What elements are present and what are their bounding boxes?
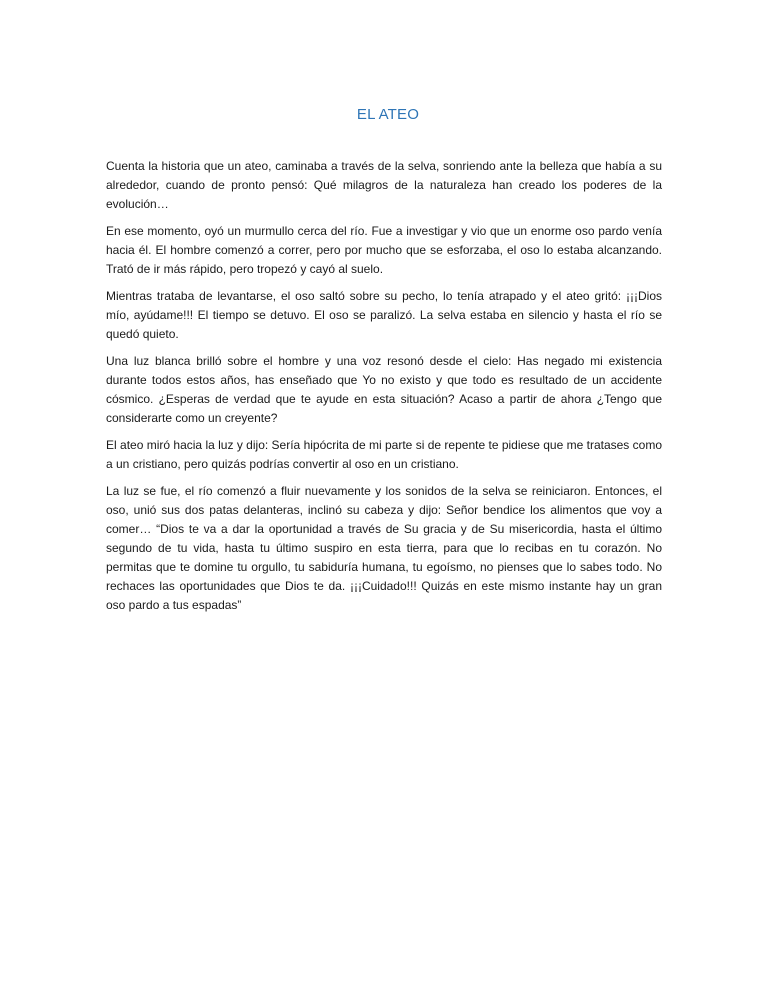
paragraph-6: La luz se fue, el río comenzó a fluir nuevamente y los sonidos de la selva se reiniciaron. Entonces, el oso, unió sus dos patas delanteras, inclinó su cabeza y dijo: Señor bendice los alimentos que voy a comer… “Dios te va a dar la oportunidad a través de Su gracia y de Su misericordia, hasta el último segundo de tu vida, hasta tu último suspiro en esta tierra, para que lo recibas en tu corazón. No permitas que te domine tu orgullo, tu sabiduría humana, tu egoísmo, no pienses que lo sabes todo. No rechaces las oportunidades que Dios te da. ¡¡¡Cuidado!!! Quizás en este mismo instante hay un gran oso pardo a tus espadas” [106,484,662,612]
document-body [106,157,662,623]
paragraph-5: El ateo miró hacia la luz y dijo: Sería hipócrita de mi parte si de repente te pidiese que me tratases como a un cristiano, pero quizás podrías convertir al oso en un cristiano. [106,438,662,471]
paragraph-4: Una luz blanca brilló sobre el hombre y una voz resonó desde el cielo: Has negado mi existencia durante todos estos años, has enseñado que Yo no existo y que todo es resultado de un accidente cósmico. ¿Esperas de verdad que te ayude en esta situación? Acaso a partir de ahora ¿Tengo que considerarte como un creyente? [106,354,662,425]
paragraph-3: Mientras trataba de levantarse, el oso saltó sobre su pecho, lo tenía atrapado y el ateo gritó: ¡¡¡Dios mío, ayúdame!!! El tiempo se detuvo. El oso se paralizó. La selva estaba en silencio y hasta el río se quedó quieto. [106,289,662,341]
paragraph-1: Cuenta la historia que un ateo, caminaba a través de la selva, sonriendo ante la belleza que había a su alrededor, cuando de pronto pensó: Qué milagros de la naturaleza han creado los poderes de la evolución… [106,159,662,211]
document-title: EL ATEO [356,106,420,123]
paragraph-2: En ese momento, oyó un murmullo cerca del río. Fue a investigar y vio que un enorme oso pardo venía hacia él. El hombre comenzó a correr, pero por mucho que se esforzaba, el oso lo estaba alcanzando. Trató de ir más rápido, pero tropezó y cayó al suelo. [106,224,662,276]
